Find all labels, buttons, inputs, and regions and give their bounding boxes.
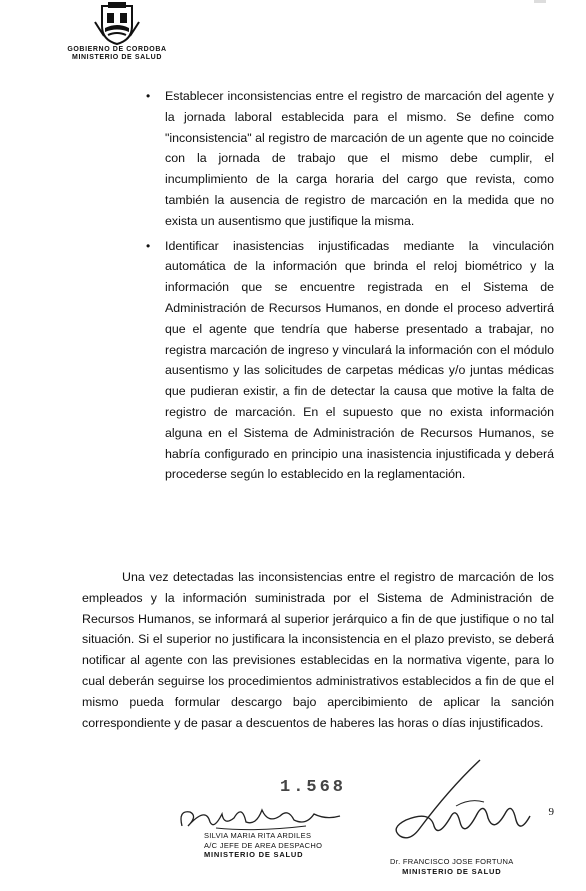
- bullet-dot-icon: •: [146, 89, 151, 103]
- bullet-dot-icon: •: [146, 238, 151, 253]
- signatory-block-right: [390, 857, 514, 876]
- scan-mark: [534, 0, 546, 3]
- list-item: [146, 236, 554, 486]
- signatory-role: A/C JEFE DE AREA DESPACHO: [204, 840, 323, 850]
- ministry-name: MINISTERIO DE SALUD: [72, 54, 162, 61]
- list-item: [146, 86, 554, 232]
- stamp-number: 1.568: [280, 778, 347, 797]
- page-number: 9: [548, 806, 554, 818]
- signatory-org: MINISTERIO DE SALUD: [402, 866, 502, 876]
- provincial-coat-of-arms-icon: [94, 0, 140, 46]
- org-name: GOBIERNO DE CORDOBA: [67, 46, 167, 53]
- signatory-block-left: [204, 831, 322, 860]
- signatory-name: SILVIA MARIA RITA ARDILES: [204, 831, 312, 840]
- letterhead: [52, 0, 182, 62]
- handwritten-signature-left: [176, 796, 346, 836]
- bullet-text: Identificar inasistencias injustificadas mediante la vinculación automática de la información que brinda el reloj biométrico y la información que se encuentre registrada en el Sistema de Administración de Recursos Humanos, en donde el proceso advertirá que el agente que tendría que haberse presentado a trabajar, no registra marcación de ingreso y vinculará la información con el módulo ausentismo y las solicitudes de carpetas médicas y/o juntas médicas que pudieran existir, a fin de detectar la causa que motive la falta de registro de marcación. En el supuesto que no exista información alguna en el Sistema de Administración de Recursos Humanos, se habría configurado en principio una inasistencia injustificada y deberá procederse según lo establecido en la reglamentación.: [165, 238, 554, 482]
- signatory-name: Dr. FRANCISCO JOSE FORTUNA: [390, 857, 514, 866]
- bullet-list: [146, 86, 554, 489]
- signatory-org: MINISTERIO DE SALUD: [204, 850, 304, 859]
- bullet-text: Establecer inconsistencias entre el registro de marcación del agente y la jornada laboral establecida para el mismo. Se define como "inconsistencia" al registro de marcación de un agente que no coincide con la jornada de trabajo que el mismo debe cumplir, el incumplimiento de la carga horaria del cargo que revista, como también la ausencia de registro de marcación en la medida que no exista un ausentismo que justifique la misma.: [165, 89, 554, 228]
- handwritten-signature-right: [360, 758, 550, 858]
- body-paragraph: Una vez detectadas las inconsistencias entre el registro de marcación de los empleados y la información suministrada por el Sistema de Administración de Recursos Humanos, se informará al superior jerárquico a fin de que justifique o no tal situación. Si el superior no justificara la inconsistencia en el plazo previsto, se deberá notificar al agente con las previsiones establecidas en la normativa vigente, para lo cual deberán seguirse los procedimientos administrativos establecidos a fin de que el mismo pueda formular descargo bajo apercibimiento de aplicar la sanción correspondiente y de pasar a descuentos de haberes las horas o días injustificados.: [82, 570, 554, 730]
